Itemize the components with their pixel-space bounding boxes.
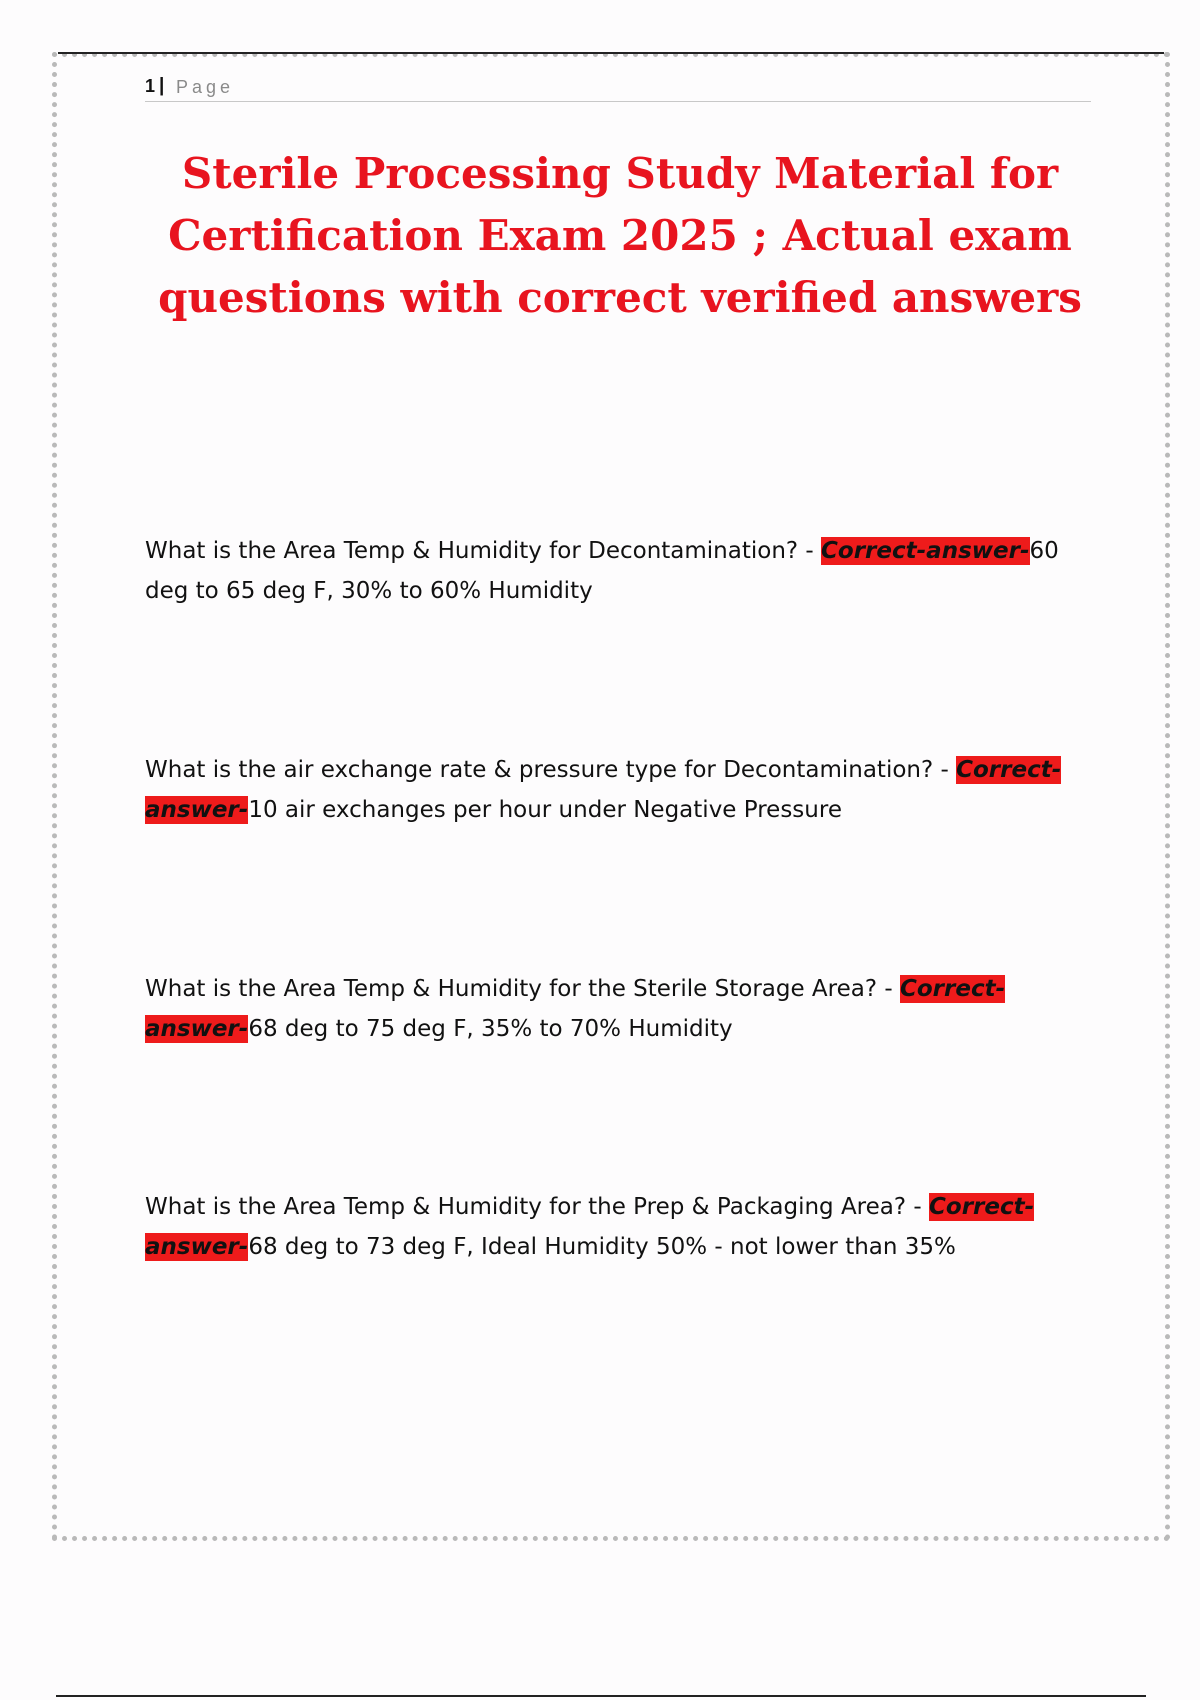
- qa-item-3: [145, 969, 1105, 1049]
- page-separator: |: [159, 75, 165, 96]
- page-label: Page: [176, 77, 235, 97]
- page-header: [145, 74, 1091, 102]
- answer-text: 10 air exchanges per hour under Negative Pressure: [248, 797, 842, 823]
- answer-text: 60 deg to 65 deg F, 30% to 60% Humidity: [145, 538, 1059, 604]
- qa-item-4: [145, 1187, 1105, 1267]
- page-number: 1: [145, 76, 156, 96]
- answer-text: 68 deg to 73 deg F, Ideal Humidity 50% - not lower than 35%: [248, 1234, 956, 1260]
- answer-tag: Correct-answer-: [145, 1194, 1035, 1260]
- qa-item-1: [145, 531, 1105, 611]
- answer-tag: Correct-answer-: [821, 538, 1030, 564]
- document-title: Sterile Processing Study Material for Certification Exam 2025 ; Actual exam questions with correct verified answers: [158, 149, 1082, 322]
- question-text: What is the Area Temp & Humidity for the Sterile Storage Area? -: [145, 976, 900, 1002]
- answer-tag: Correct-answer-: [145, 757, 1062, 823]
- qa-item-2: [145, 750, 1105, 830]
- question-text: What is the Area Temp & Humidity for the Prep & Packaging Area? -: [145, 1194, 930, 1220]
- footer-rule: [56, 1695, 1146, 1697]
- page-top-rule: [58, 52, 1164, 54]
- answer-text: 68 deg to 75 deg F, 35% to 70% Humidity: [248, 1016, 733, 1042]
- question-text: What is the air exchange rate & pressure type for Decontamination? -: [145, 757, 957, 783]
- question-text: What is the Area Temp & Humidity for Decontamination? -: [145, 538, 822, 564]
- answer-tag: Correct-answer-: [145, 976, 1006, 1042]
